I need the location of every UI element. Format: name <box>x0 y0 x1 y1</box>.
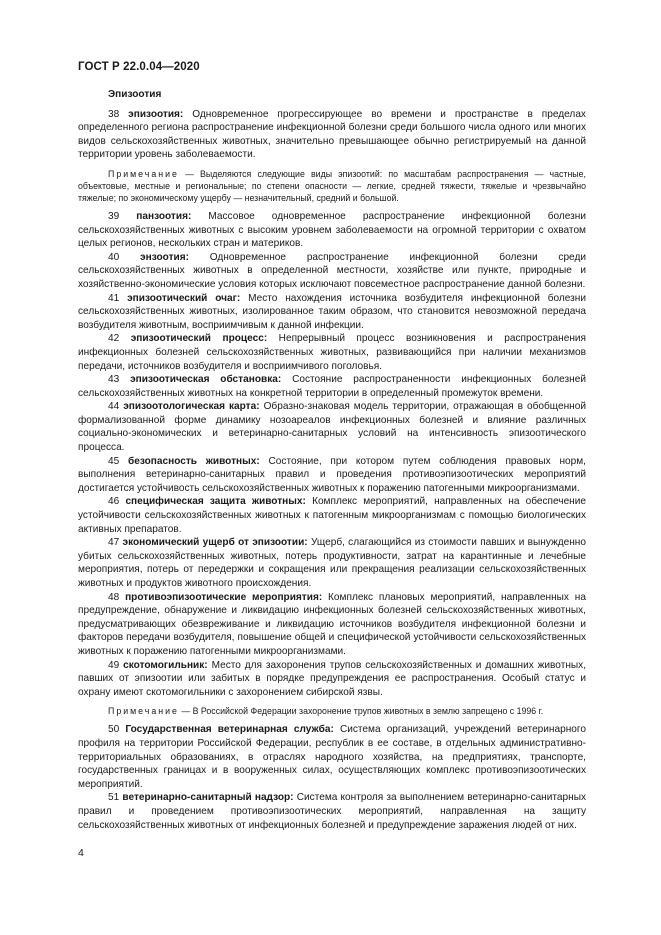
term-definition: Комплекс мероприятий, направленных на обеспечение устойчивости сельскохозяйственных животных к патогенным микроорганизмам с помощью биологических активных препаратов. <box>78 496 587 535</box>
document-header: ГОСТ Р 22.0.04—2020 <box>78 61 200 73</box>
note-dash: — <box>185 168 194 179</box>
note-label: Примечание <box>108 168 179 179</box>
term-name: эпизоотический очаг: <box>127 292 241 304</box>
term-number: 44 <box>108 401 120 413</box>
section-title: Эпизоотия <box>108 89 162 100</box>
term-name: скотомогильник: <box>123 659 208 671</box>
term-name: противоэпизоотические мероприятия: <box>125 591 323 603</box>
term-number: 50 <box>108 724 120 736</box>
term-definition: Одновременное прогрессирующее во времени и пространстве в пределах определенного региона распространение инфекционной болезни среди большого числа одного или многих видов сельскохозяйственных животных, значительно превышающее обычно регистрируемый на данной территории уровень заболеваемости. <box>78 108 586 161</box>
term-name: безопасность животных: <box>128 455 260 467</box>
note-text: В Российской Федерации захоронение трупов животных в землю запрещено с 1996 г. <box>192 706 544 717</box>
term-definition: Состояние распространенности инфекционных болезней сельскохозяйственных животных на конкретной территории в определенный промежуток времени. <box>78 374 587 399</box>
term-definition: Система контроля за выполнением ветеринарно-санитарных правил и проведением противоэпизоотических мероприятий, направленная на защиту сельскохозяйственных животных от инфекционных болезней и предупреждение заражения людей от них. <box>78 792 587 831</box>
note-dash: — <box>181 706 191 717</box>
term-definition: Состояние, при котором путем соблюдения правовых норм, выполнения ветеринарно-санитарных правил и проведения противоэпизоотических мероприятий достигается устойчивость сельскохозяйственных животных к поражению патогенными микроорганизмами. <box>78 455 586 494</box>
term-40 <box>78 251 586 292</box>
term-name: панзоотия: <box>136 210 192 222</box>
term-47 <box>78 536 586 590</box>
term-38 <box>78 108 586 162</box>
term-definition: Место нахождения источника возбудителя инфекционной болезни сельскохозяйственных животных, изолированное таким образом, что становится невозможной передача возбудителя животным, восприимчивым к данной инфекции. <box>78 292 586 331</box>
term-number: 45 <box>108 455 120 467</box>
term-46 <box>78 495 586 536</box>
term-number: 38 <box>108 108 120 120</box>
term-definition: Массовое одновременное распространение инфекционной болезни сельскохозяйственных животных с высоким уровнем заболеваемости на огромной территории с охватом целых регионов, нескольких стран и материков. <box>78 210 587 250</box>
term-number: 43 <box>108 374 120 386</box>
term-number: 51 <box>108 792 120 804</box>
term-number: 42 <box>108 333 120 345</box>
term-49 <box>78 659 586 700</box>
term-43 <box>78 373 586 400</box>
term-definition: Ущерб, слагающийся из стоимости павших и вынужденно убитых сельскохозяйственных животных, потерь продуктивности, затрат на карантинные и лечебные мероприятия, потерь от передержки и сокращения или прекращения реализации сельскохозяйственных животных и продуктов животного происхождения. <box>78 537 586 589</box>
term-name: ветеринарно-санитарный надзор: <box>122 792 294 804</box>
term-number: 46 <box>108 496 120 508</box>
term-name: эпизоотия: <box>128 108 184 120</box>
note-label: Примечание <box>108 706 179 717</box>
term-number: 48 <box>108 591 120 603</box>
term-name: энзоотия: <box>140 251 189 263</box>
term-number: 49 <box>108 659 120 671</box>
term-45 <box>78 455 586 496</box>
term-name: эпизоотическая обстановка: <box>130 374 282 386</box>
term-definition: Система организаций, учреждений ветеринарного профиля на территории Российской Федерации, республик в ее составе, в отдельных административно-территориальных образованиях, в отраслях народного хозяйства, на предприятиях, транспорте, государственных границах и в вооруженных силах, осуществляющих комплекс противоэпизоотических мероприятий. <box>78 724 586 790</box>
term-definition: Непрерывный процесс возникновения и распространения инфекционных болезней сельскохозяйственных животных, развивающийся при наличии механизмов передачи, источников возбудителя и восприимчивого поголовья. <box>78 333 587 372</box>
term-definition: Место для захоронения трупов сельскохозяйственных и домашних животных, павших от эпизоотии или забитых в порядке предупреждения ее распространения. Особый статус и охрану имеют скотомогильники с захоронением сибирской язвы. <box>78 659 586 698</box>
note-1 <box>78 168 586 204</box>
term-51 <box>78 791 586 832</box>
term-44 <box>78 400 586 454</box>
term-name: специфическая защита животных: <box>125 496 306 508</box>
term-name: эпизоотический процесс: <box>130 333 268 345</box>
term-definition: Образно-знаковая модель территории, отражающая в обобщенной формализованной форме динамику нозоареалов инфекционных болезней и влияние различных социально-экономических и ветеринарно-санитарных условий на интенсивность эпизоотического процесса. <box>78 401 586 454</box>
term-definition: Одновременное распространение инфекционной болезни среди сельскохозяйственных животных в определенной местности, хозяйстве или пункте, природные и хозяйственно-экономические условия которых исключают повсеместное распространение данной болезни. <box>78 251 586 290</box>
term-41 <box>78 292 586 333</box>
term-number: 41 <box>108 292 120 304</box>
term-50 <box>78 723 586 791</box>
term-number: 40 <box>108 251 120 263</box>
term-39 <box>78 210 586 251</box>
term-name: Государственная ветеринарная служба: <box>125 724 334 736</box>
term-name: эпизоотологическая карта: <box>123 401 260 413</box>
term-number: 47 <box>108 537 120 549</box>
term-definition: Комплекс плановых мероприятий, направленных на предупреждение, обнаружение и ликвидацию инфекционных болезней сельскохозяйственных животных, предусматривающих обезвреживание и ликвидацию источников возбудителя инфекционной болезни и факторов передачи возбудителя, повышение общей и специфической устойчивости сельскохозяйственных животных к поражению патогенными микроорганизмами. <box>78 591 586 657</box>
term-48 <box>78 591 586 659</box>
note-text: Выделяются следующие виды эпизоотий: по масштабам распространения — частные, объектовые, местные и региональные; по степени опасности — легкие, средней тяжести, тяжелые и чрезвычайно тяжелые; по экономическому ущербу — незначительный, средний и большой. <box>78 168 586 203</box>
term-42 <box>78 332 586 373</box>
page-number: 4 <box>78 847 84 859</box>
document-body <box>78 88 586 832</box>
note-2 <box>78 705 586 717</box>
term-number: 39 <box>108 210 120 222</box>
term-name: экономический ущерб от эпизоотии: <box>122 537 308 549</box>
